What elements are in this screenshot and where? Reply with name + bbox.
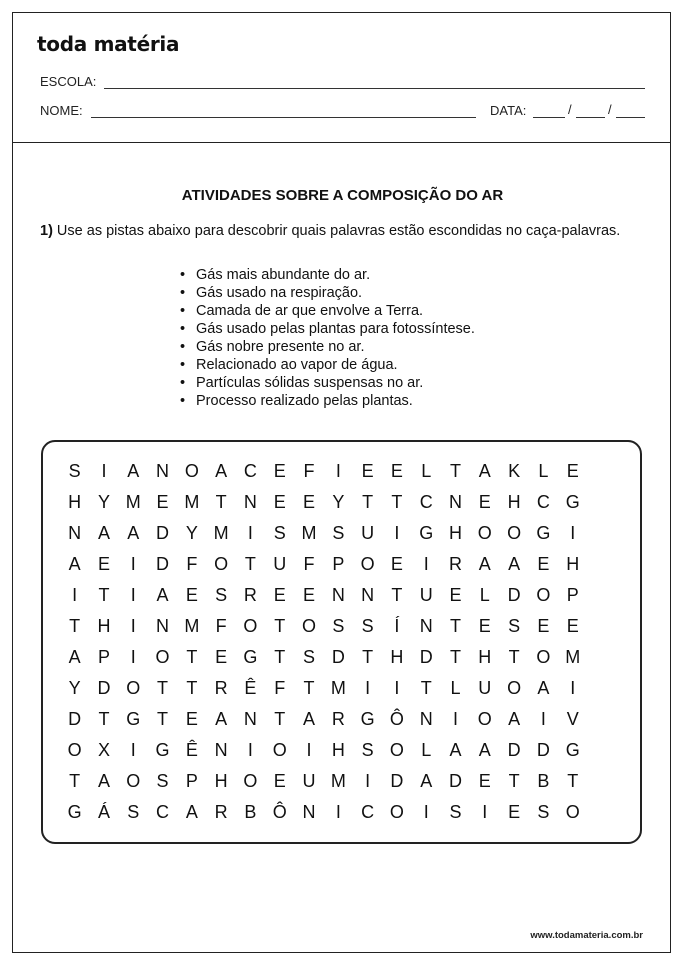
school-label: ESCOLA: [40, 74, 97, 89]
grid-letter[interactable]: A [420, 771, 433, 791]
grid-letter[interactable]: N [156, 461, 170, 481]
grid-letter[interactable]: V [566, 709, 579, 729]
grid-letter[interactable]: I [423, 802, 429, 822]
grid-letter[interactable]: I [130, 647, 136, 667]
grid-letter[interactable]: T [274, 616, 286, 636]
grid-letter[interactable]: I [365, 771, 371, 791]
grid-letter[interactable]: X [97, 740, 110, 760]
grid-letter[interactable]: E [185, 585, 198, 605]
grid-letter[interactable]: D [97, 678, 111, 698]
grid-letter[interactable]: Ô [272, 802, 287, 822]
grid-letter[interactable]: S [508, 616, 521, 636]
grid-letter[interactable]: H [507, 492, 521, 512]
grid-letter[interactable]: D [68, 709, 82, 729]
grid-letter[interactable]: I [130, 740, 136, 760]
grid-letter[interactable]: Ô [389, 709, 404, 729]
grid-letter[interactable]: T [450, 616, 461, 636]
grid-letter[interactable]: C [243, 461, 257, 481]
grid-letter[interactable]: P [332, 554, 345, 574]
name-label: NOME: [40, 103, 83, 118]
grid-letter[interactable]: U [419, 585, 433, 605]
grid-letter[interactable]: G [126, 709, 141, 729]
grid-letter[interactable]: I [453, 709, 459, 729]
header-divider [12, 142, 671, 143]
grid-letter[interactable]: I [247, 523, 253, 543]
grid-letter[interactable]: E [537, 616, 550, 636]
grid-letter[interactable]: D [156, 523, 170, 543]
grid-letter[interactable]: D [390, 771, 404, 791]
grid-letter[interactable]: D [331, 647, 345, 667]
grid-letter[interactable]: O [477, 523, 492, 543]
grid-letter[interactable]: E [390, 461, 403, 481]
grid-letter[interactable]: O [360, 554, 375, 574]
clue-text: Processo realizado pelas plantas. [196, 393, 413, 409]
date-month-line[interactable] [576, 117, 605, 118]
grid-letter[interactable]: E [273, 585, 286, 605]
grid-letter[interactable]: L [421, 461, 432, 481]
grid-row [60, 487, 587, 518]
clue-text: Partículas sólidas suspensas no ar. [196, 375, 424, 391]
bullet-icon: • [180, 375, 186, 391]
grid-letter[interactable]: I [570, 678, 576, 698]
clue-item [180, 284, 475, 302]
clue-text: Gás usado na respiração. [196, 285, 363, 301]
grid-letter[interactable]: E [273, 492, 286, 512]
clue-item [180, 266, 475, 284]
grid-letter[interactable]: I [540, 709, 546, 729]
grid-letter[interactable]: A [127, 523, 140, 543]
grid-letter[interactable]: T [215, 492, 227, 512]
grid-letter[interactable]: I [130, 585, 136, 605]
grid-letter[interactable]: K [508, 461, 521, 481]
grid-letter[interactable]: I [247, 740, 253, 760]
grid-letter[interactable]: T [69, 771, 81, 791]
clue-text: Gás usado pelas plantas para fotossíntese. [196, 321, 475, 337]
grid-letter[interactable]: O [243, 616, 258, 636]
grid-letter[interactable]: H [97, 616, 111, 636]
grid-letter[interactable]: N [419, 709, 433, 729]
date-day-line[interactable] [533, 117, 565, 118]
grid-letter[interactable]: O [389, 802, 404, 822]
grid-letter[interactable]: R [449, 554, 462, 574]
grid-letter[interactable]: H [390, 647, 404, 667]
grid-letter[interactable]: A [185, 802, 198, 822]
grid-letter[interactable]: S [127, 802, 140, 822]
grid-letter[interactable]: N [156, 616, 170, 636]
grid-letter[interactable]: H [68, 492, 82, 512]
grid-letter[interactable]: E [215, 647, 228, 667]
grid-letter[interactable]: G [67, 802, 82, 822]
grid-letter[interactable]: I [335, 461, 341, 481]
grid-letter[interactable]: I [306, 740, 312, 760]
grid-letter[interactable]: O [507, 523, 522, 543]
grid-letter[interactable]: D [419, 647, 433, 667]
date-label: DATA: [490, 103, 527, 118]
grid-letter[interactable]: M [125, 492, 141, 512]
grid-letter[interactable]: D [507, 740, 521, 760]
grid-letter[interactable]: E [478, 771, 491, 791]
grid-letter[interactable]: N [214, 740, 228, 760]
grid-letter[interactable]: N [243, 709, 257, 729]
bullet-icon: • [180, 303, 186, 319]
grid-letter[interactable]: I [394, 523, 400, 543]
grid-letter[interactable]: H [449, 523, 462, 543]
grid-letter[interactable]: O [507, 678, 522, 698]
grid-letter[interactable]: O [565, 802, 580, 822]
grid-letter[interactable]: S [156, 771, 169, 791]
grid-letter[interactable]: I [101, 461, 107, 481]
grid-letter[interactable]: G [565, 492, 580, 512]
grid-letter[interactable]: O [155, 647, 170, 667]
grid-letter[interactable]: T [508, 647, 520, 667]
grid-letter[interactable]: L [450, 678, 461, 698]
grid-letter[interactable]: E [303, 585, 316, 605]
grid-letter[interactable]: S [273, 523, 286, 543]
grid-letter[interactable]: T [274, 647, 286, 667]
grid-letter[interactable]: I [130, 616, 136, 636]
grid-letter[interactable]: E [273, 771, 286, 791]
grid-letter[interactable]: E [478, 492, 491, 512]
grid-letter[interactable]: D [449, 771, 462, 791]
grid-letter[interactable]: O [126, 678, 141, 698]
clue-item [180, 392, 475, 410]
clue-list [180, 266, 475, 410]
grid-letter[interactable]: M [184, 616, 200, 636]
grid-letter[interactable]: M [565, 647, 581, 667]
grid-letter[interactable]: N [243, 492, 257, 512]
grid-letter[interactable]: T [157, 709, 169, 729]
grid-letter[interactable]: C [361, 802, 375, 822]
grid-letter[interactable]: U [302, 771, 316, 791]
grid-letter[interactable]: M [301, 523, 317, 543]
grid-letter[interactable]: D [156, 554, 170, 574]
grid-letter[interactable]: T [274, 709, 286, 729]
grid-letter[interactable]: F [215, 616, 227, 636]
grid-letter[interactable]: M [330, 678, 346, 698]
grid-letter[interactable]: T [157, 678, 169, 698]
grid-letter[interactable]: I [335, 802, 341, 822]
grid-letter[interactable]: O [214, 554, 229, 574]
grid-letter[interactable]: Y [97, 492, 110, 512]
grid-letter[interactable]: A [449, 740, 462, 760]
grid-letter[interactable]: T [391, 585, 403, 605]
grid-letter[interactable]: Ê [185, 740, 198, 760]
grid-row [60, 518, 587, 549]
bullet-icon: • [180, 267, 186, 283]
grid-letter[interactable]: N [361, 585, 375, 605]
grid-letter[interactable]: T [450, 461, 461, 481]
grid-letter[interactable]: N [68, 523, 82, 543]
grid-letter[interactable]: O [126, 771, 141, 791]
clue-item [180, 320, 475, 338]
grid-letter[interactable]: Y [332, 492, 345, 512]
grid-letter[interactable]: T [69, 616, 81, 636]
grid-letter[interactable]: P [185, 771, 198, 791]
grid-letter[interactable]: N [302, 802, 316, 822]
activity-title: ATIVIDADES SOBRE A COMPOSIÇÃO DO AR [181, 187, 504, 204]
grid-letter[interactable]: E [566, 616, 579, 636]
grid-letter[interactable]: O [272, 740, 287, 760]
grid-letter[interactable]: O [477, 709, 492, 729]
grid-letter[interactable]: T [244, 554, 256, 574]
question-number: 1) [40, 223, 53, 239]
grid-letter[interactable]: O [536, 585, 551, 605]
clue-item [180, 302, 475, 320]
grid-letter[interactable]: T [303, 678, 315, 698]
date-separator: / [568, 102, 572, 117]
grid-row [60, 735, 587, 766]
grid-letter[interactable]: E [390, 554, 403, 574]
grid-letter[interactable]: I [365, 678, 371, 698]
grid-letter[interactable]: U [478, 678, 492, 698]
grid-letter[interactable]: N [449, 492, 462, 512]
clue-item [180, 356, 475, 374]
question-1 [40, 222, 645, 241]
date-year-line[interactable] [616, 117, 645, 118]
grid-row [60, 642, 587, 673]
grid-letter[interactable]: Y [68, 678, 81, 698]
grid-letter[interactable]: L [421, 740, 432, 760]
grid-letter[interactable]: T [186, 678, 198, 698]
clue-text: Gás mais abundante do ar. [196, 267, 371, 283]
clue-text: Gás nobre presente no ar. [196, 339, 365, 355]
grid-letter[interactable]: U [273, 554, 287, 574]
grid-letter[interactable]: E [185, 709, 198, 729]
grid-letter[interactable]: S [303, 647, 316, 667]
grid-letter[interactable]: A [508, 554, 521, 574]
grid-letter[interactable]: S [361, 616, 374, 636]
grid-letter[interactable]: G [360, 709, 375, 729]
grid-letter[interactable]: O [302, 616, 317, 636]
grid-letter[interactable]: I [423, 554, 429, 574]
grid-letter[interactable]: S [537, 802, 550, 822]
bullet-icon: • [180, 339, 186, 355]
grid-letter[interactable]: A [127, 461, 140, 481]
grid-letter[interactable]: Á [97, 802, 110, 822]
grid-letter[interactable]: G [419, 523, 434, 543]
grid-letter[interactable]: A [68, 647, 81, 667]
grid-letter[interactable]: E [156, 492, 169, 512]
grid-letter[interactable]: O [536, 647, 551, 667]
grid-letter[interactable]: E [303, 492, 316, 512]
bullet-icon: • [180, 285, 186, 301]
grid-letter[interactable]: G [155, 740, 170, 760]
grid-letter[interactable]: A [68, 554, 81, 574]
grid-letter[interactable]: A [303, 709, 316, 729]
grid-letter[interactable]: L [479, 585, 490, 605]
grid-letter[interactable]: E [361, 461, 374, 481]
grid-letter[interactable]: A [508, 709, 521, 729]
grid-letter[interactable]: A [97, 523, 110, 543]
grid-letter[interactable]: T [186, 647, 198, 667]
grid-letter[interactable]: O [184, 461, 199, 481]
grid-letter[interactable]: S [449, 802, 462, 822]
grid-letter[interactable]: E [97, 554, 110, 574]
grid-letter[interactable]: T [98, 585, 110, 605]
grid-letter[interactable]: D [507, 585, 521, 605]
grid-letter[interactable]: M [213, 523, 229, 543]
grid-letter[interactable]: C [419, 492, 433, 512]
grid-row [60, 797, 587, 828]
grid-letter[interactable]: R [243, 585, 257, 605]
grid-letter[interactable]: M [330, 771, 346, 791]
grid-letter[interactable]: A [478, 740, 491, 760]
grid-letter[interactable]: Í [394, 616, 400, 636]
grid-letter[interactable]: R [214, 678, 228, 698]
website-url: www.todamateria.com.br [530, 930, 643, 941]
grid-letter[interactable]: T [362, 647, 374, 667]
grid-letter[interactable]: Y [185, 523, 198, 543]
grid-letter[interactable]: T [362, 492, 374, 512]
bullet-icon: • [180, 393, 186, 409]
grid-letter[interactable]: T [567, 771, 579, 791]
grid-letter[interactable]: I [130, 554, 136, 574]
grid-letter[interactable]: M [184, 492, 200, 512]
grid-letter[interactable]: S [361, 740, 374, 760]
question-text: Use as pistas abaixo para descobrir quais palavras estão escondidas no caça-palavras. [52, 223, 621, 239]
grid-letter[interactable]: R [214, 802, 228, 822]
grid-letter[interactable]: I [394, 678, 400, 698]
grid-letter[interactable]: S [68, 461, 81, 481]
grid-row [60, 611, 587, 642]
grid-row [60, 580, 587, 611]
grid-letter[interactable]: F [274, 678, 286, 698]
brand-logo: toda matéria [37, 32, 180, 56]
grid-letter[interactable]: H [331, 740, 345, 760]
grid-letter[interactable]: P [566, 585, 579, 605]
grid-letter[interactable]: C [536, 492, 550, 512]
date-separator: / [608, 102, 612, 117]
grid-letter[interactable]: G [565, 740, 580, 760]
grid-letter[interactable]: B [244, 802, 257, 822]
grid-letter[interactable]: S [332, 616, 345, 636]
clue-text: Relacionado ao vapor de água. [196, 357, 398, 373]
grid-letter[interactable]: O [67, 740, 82, 760]
grid-letter[interactable]: T [508, 771, 520, 791]
bullet-icon: • [180, 321, 186, 337]
grid-letter[interactable]: T [420, 678, 432, 698]
grid-letter[interactable]: H [478, 647, 492, 667]
grid-letter[interactable]: T [450, 647, 461, 667]
bullet-icon: • [180, 357, 186, 373]
grid-letter[interactable]: D [536, 740, 550, 760]
grid-letter[interactable]: E [449, 585, 462, 605]
grid-letter[interactable]: E [566, 461, 579, 481]
grid-letter[interactable]: H [566, 554, 580, 574]
grid-row [60, 673, 587, 704]
grid-row [60, 766, 587, 797]
grid-letter[interactable]: G [536, 523, 551, 543]
grid-letter[interactable]: U [361, 523, 375, 543]
clue-item [180, 374, 475, 392]
school-field-line[interactable] [104, 88, 645, 89]
grid-letter[interactable]: E [273, 461, 286, 481]
grid-letter[interactable]: I [482, 802, 488, 822]
grid-letter[interactable]: F [303, 461, 315, 481]
grid-letter[interactable]: O [389, 740, 404, 760]
grid-letter[interactable]: A [215, 461, 228, 481]
word-search-grid [60, 456, 587, 828]
grid-letter[interactable]: B [537, 771, 550, 791]
grid-letter[interactable]: T [98, 709, 110, 729]
grid-letter[interactable]: A [478, 461, 491, 481]
grid-row [60, 456, 587, 487]
grid-letter[interactable]: S [215, 585, 228, 605]
grid-letter[interactable]: N [331, 585, 345, 605]
grid-letter[interactable]: R [331, 709, 345, 729]
grid-letter[interactable]: F [303, 554, 315, 574]
grid-letter[interactable]: T [391, 492, 403, 512]
grid-row [60, 704, 587, 735]
grid-letter[interactable]: I [570, 523, 576, 543]
grid-letter[interactable]: A [97, 771, 110, 791]
grid-letter[interactable]: A [478, 554, 491, 574]
grid-letter[interactable]: A [537, 678, 550, 698]
grid-letter[interactable]: L [538, 461, 549, 481]
grid-row [60, 549, 587, 580]
grid-letter[interactable]: N [419, 616, 433, 636]
clue-text: Camada de ar que envolve a Terra. [196, 303, 424, 319]
grid-letter[interactable]: I [72, 585, 78, 605]
grid-letter[interactable]: Ê [244, 678, 257, 698]
grid-letter[interactable]: A [215, 709, 228, 729]
grid-letter[interactable]: E [478, 616, 491, 636]
grid-letter[interactable]: S [332, 523, 345, 543]
grid-letter[interactable]: A [156, 585, 169, 605]
grid-letter[interactable]: P [97, 647, 110, 667]
grid-letter[interactable]: C [156, 802, 170, 822]
grid-letter[interactable]: G [243, 647, 258, 667]
name-field-line[interactable] [91, 117, 476, 118]
grid-letter[interactable]: E [508, 802, 521, 822]
grid-letter[interactable]: F [186, 554, 198, 574]
clue-item [180, 338, 475, 356]
grid-letter[interactable]: O [243, 771, 258, 791]
grid-letter[interactable]: H [214, 771, 228, 791]
grid-letter[interactable]: E [537, 554, 550, 574]
